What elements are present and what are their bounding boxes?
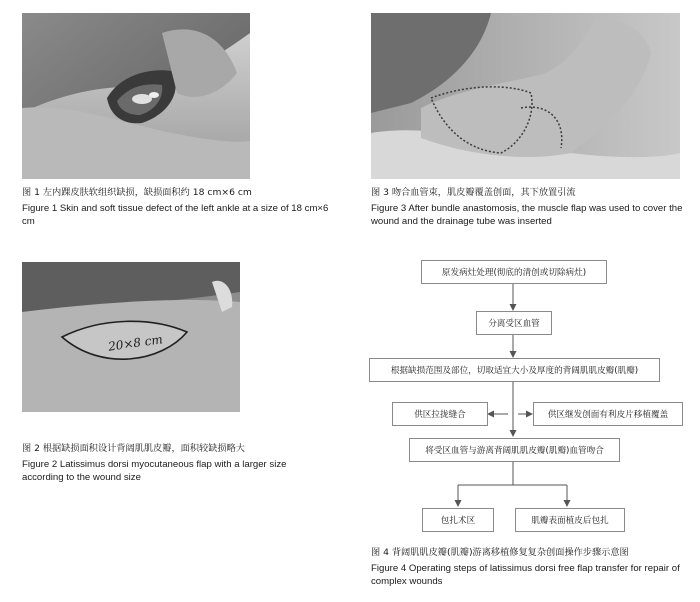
flow-box-donor-graft: 供区继发创面有利皮片移植覆盖 bbox=[533, 402, 683, 426]
figure2-photo-label: 20×8 cm bbox=[107, 332, 164, 354]
flow-box-skin-graft-dressing: 肌瓣表面植皮后包扎 bbox=[515, 508, 625, 532]
flow-box-lesion-treatment: 原发病灶处理(彻底的清创或切除病灶) bbox=[421, 260, 607, 284]
figure4-caption-cn: 图 4 背阔肌肌皮瓣(肌瓣)游离移植修复复杂创面操作步骤示意图 bbox=[371, 547, 629, 558]
figure4-caption-en: Figure 4 Operating steps of latissimus dorsi free flap transfer for repair of complex wounds bbox=[371, 563, 680, 587]
flow-box-harvest-flap: 根据缺损范围及部位，切取适宜大小及厚度的背阔肌肌皮瓣(肌瓣) bbox=[369, 358, 660, 382]
flow-box-dressing: 包扎术区 bbox=[422, 508, 494, 532]
figure3-caption-en: Figure 3 After bundle anastomosis, the muscle flap was used to cover the wound and the drainage tube was inserted bbox=[371, 203, 683, 227]
flow-box-donor-suture: 供区拉拢缝合 bbox=[392, 402, 488, 426]
figure2-caption-en: Figure 2 Latissimus dorsi myocutaneous flap with a larger size according to the wound size bbox=[22, 459, 287, 483]
figure1-caption-cn: 图 1 左内踝皮肤软组织缺损，缺损面积约 18 cm×6 cm bbox=[22, 187, 252, 198]
figure2-caption-cn: 图 2 根据缺损面积设计背阔肌肌皮瓣，面积较缺损略大 bbox=[22, 443, 245, 454]
flow-box-anastomosis: 将受区血管与游离背阔肌肌皮瓣(肌瓣)血管吻合 bbox=[409, 438, 620, 462]
figure1-caption-en: Figure 1 Skin and soft tissue defect of the left ankle at a size of 18 cm×6 cm bbox=[22, 203, 329, 227]
figure3-caption-cn: 图 3 吻合血管束，肌皮瓣覆盖创面，其下放置引流 bbox=[371, 187, 576, 198]
flow-box-isolate-vessels: 分离受区血管 bbox=[476, 311, 552, 335]
